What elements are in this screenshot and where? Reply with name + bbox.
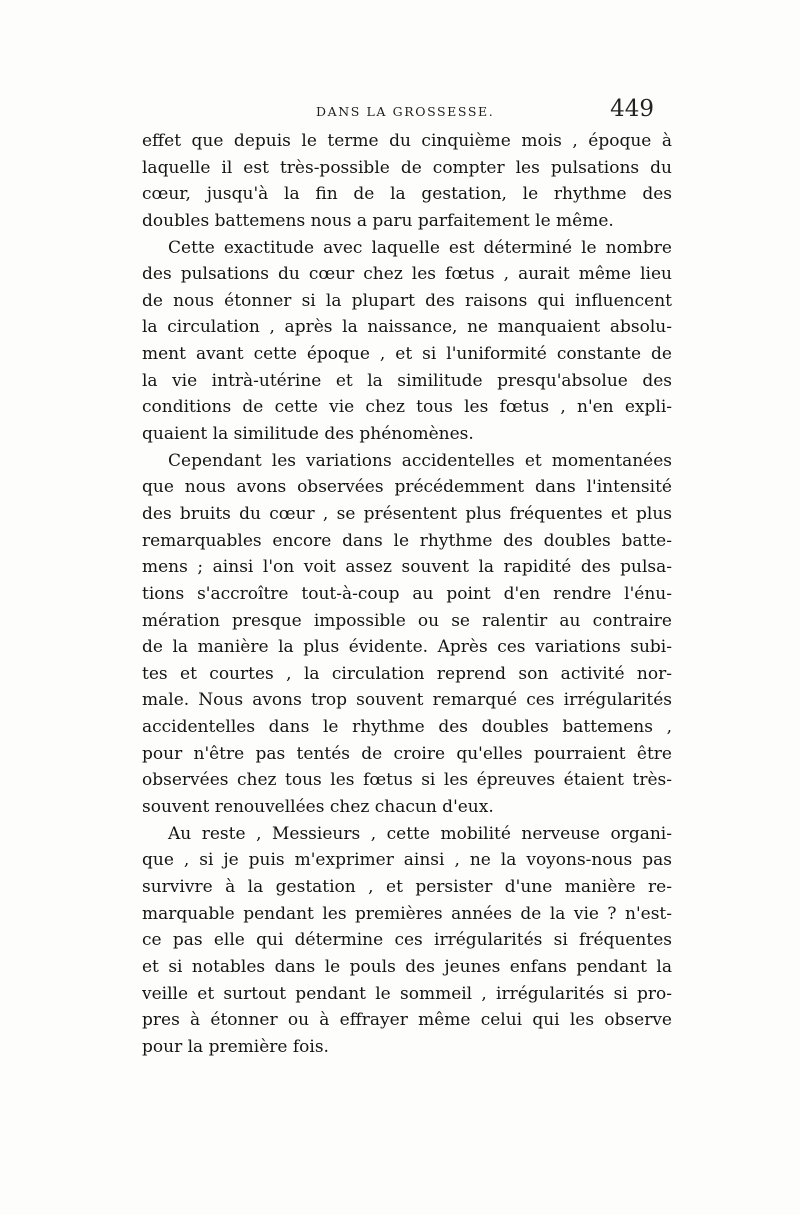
paragraph-start-line: Cependant les variations accidentelles et momentanées [168,450,672,471]
text-line: effet que depuis le terme du cinquième mois , époque à [142,131,672,151]
text-line: la vie intrà-utérine et la similitude presqu'absolue des [142,370,672,391]
text-line: et si notables dans le pouls des jeunes enfans pendant la [142,956,672,977]
text-line: veille et surtout pendant le sommeil , irrégularités si pro- [142,983,672,1004]
body-text [142,128,672,1060]
text-line: cœur, jusqu'à la fin de la gestation, le rhythme des [142,184,672,205]
text-line: survivre à la gestation , et persister d'une manière re- [142,876,672,897]
text-line: souvent renouvellées chez chacun d'eux. [142,797,494,818]
text-line: remarquables encore dans le rhythme des doubles batte- [142,530,672,551]
text-line: accidentelles dans le rhythme des doubles battemens , [142,717,672,738]
running-title: DANS LA GROSSESSE. [316,104,495,119]
text-line: mens ; ainsi l'on voit assez souvent la rapidité des pulsa- [142,557,672,578]
text-line: mération presque impossible ou se ralentir au contraire [142,610,672,631]
text-line: quaient la similitude des phénomènes. [142,424,474,445]
text-line: conditions de cette vie chez tous les fœtus , n'en expli- [142,397,672,418]
text-line: ce pas elle qui détermine ces irrégularités si fréquentes [142,930,672,951]
text-line: laquelle il est très-possible de compter les pulsations du [142,157,672,178]
text-line: tions s'accroître tout-à-coup au point d'en rendre l'énu- [142,583,672,604]
text-line: pour n'être pas tentés de croire qu'elles pourraient être [142,743,672,764]
text-line: des bruits du cœur , se présentent plus fréquentes et plus [142,503,672,524]
text-line: que nous avons observées précédemment dans l'intensité [142,477,672,498]
text-line: tes et courtes , la circulation reprend son activité nor- [142,663,672,684]
text-line: des pulsations du cœur chez les fœtus , aurait même lieu [142,264,672,285]
page-number: 449 [610,96,654,122]
paragraph-start-line: Cette exactitude avec laquelle est déterminé le nombre [168,237,672,258]
text-line: ment avant cette époque , et si l'uniformité constante de [142,344,672,365]
text-line: de la manière la plus évidente. Après ces variations subi- [142,637,672,658]
text-line: doubles battemens nous a paru parfaitement le même. [142,210,614,231]
text-line: que , si je puis m'exprimer ainsi , ne la voyons-nous pas [142,850,672,871]
text-line: observées chez tous les fœtus si les épreuves étaient très- [142,770,672,791]
text-line: male. Nous avons trop souvent remarqué ces irrégularités [142,690,672,711]
paragraph-start-line: Au reste , Messieurs , cette mobilité nerveuse organi- [168,823,672,844]
text-line: pres à étonner ou à effrayer même celui qui les observe [142,1010,672,1031]
text-line: de nous étonner si la plupart des raisons qui influencent [142,290,672,311]
text-line: pour la première fois. [142,1036,329,1057]
page-header [120,96,680,128]
text-line: la circulation , après la naissance, ne manquaient absolu- [142,317,672,338]
text-line: marquable pendant les premières années de la vie ? n'est- [142,903,672,924]
